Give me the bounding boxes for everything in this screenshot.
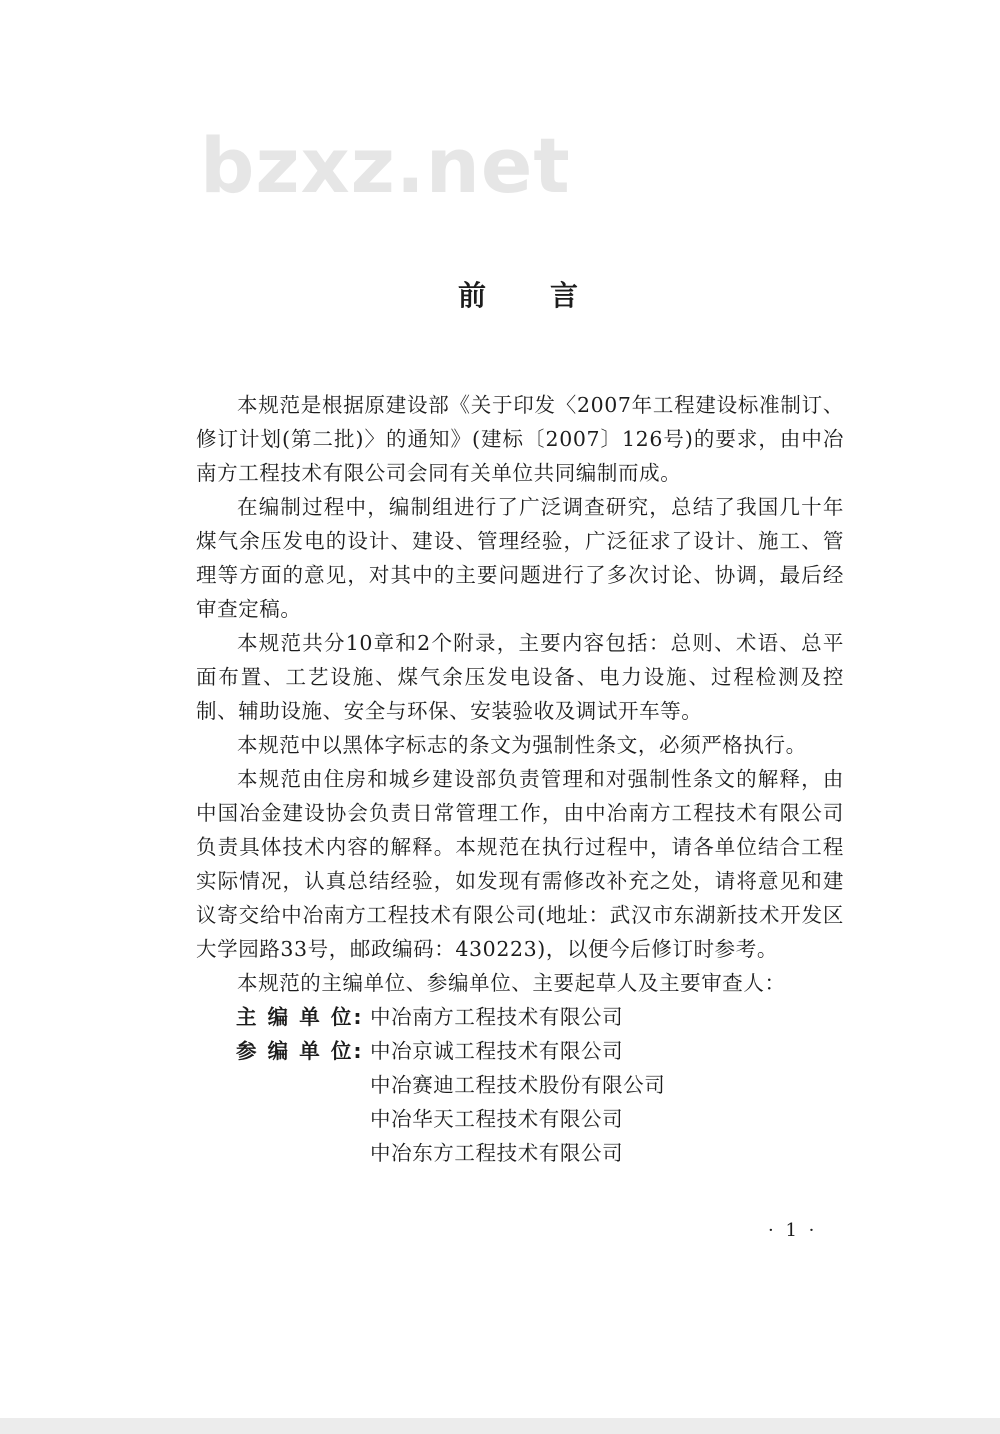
- paragraph: 本规范共分10章和2个附录，主要内容包括：总则、术语、总平面布置、工艺设施、煤气余压发电设备、电力设施、过程检测及控制、辅助设施、安全与环保、安装验收及调试开车等。: [196, 631, 844, 723]
- paragraph: 在编制过程中，编制组进行了广泛调查研究，总结了我国几十年煤气余压发电的设计、建设、管理经验，广泛征求了设计、施工、管理等方面的意见，对其中的主要问题进行了多次讨论、协调，最后经审查定稿。: [196, 495, 844, 621]
- page-title: [458, 279, 581, 312]
- preface-body: [196, 388, 844, 1170]
- participant-value: 中冶东方工程技术有限公司: [370, 1141, 624, 1165]
- watermark-text: bzxz.net: [200, 121, 571, 210]
- participant-value: 中冶赛迪工程技术股份有限公司: [370, 1073, 666, 1097]
- paragraph: 本规范的主编单位、参编单位、主要起草人及主要审查人：: [237, 971, 786, 995]
- participant-value: 中冶华天工程技术有限公司: [370, 1107, 624, 1131]
- participant-value: 中冶京诚工程技术有限公司: [370, 1039, 624, 1063]
- chief-editor-row: [196, 1000, 844, 1034]
- participant-row: [196, 1136, 844, 1170]
- page-number: · 1 ·: [768, 1220, 818, 1241]
- participant-label: 参 编 单 位:: [236, 1039, 364, 1063]
- title-part-1: 前: [458, 279, 489, 312]
- participant-row: [196, 1102, 844, 1136]
- paragraph: 本规范是根据原建设部《关于印发〈2007年工程建设标准制订、修订计划(第二批)〉的通知》(建标〔2007〕126号)的要求，由中冶南方工程技术有限公司会同有关单位共同编制而成。: [196, 393, 844, 485]
- chief-editor-label: 主 编 单 位:: [236, 1005, 364, 1029]
- viewer-bottom-bar: [0, 1418, 1000, 1434]
- paragraph: 本规范由住房和城乡建设部负责管理和对强制性条文的解释，由中国冶金建设协会负责日常管理工作，由中冶南方工程技术有限公司负责具体技术内容的解释。本规范在执行过程中，请各单位结合工程实际情况，认真总结经验，如发现有需修改补充之处，请将意见和建议寄交给中冶南方工程技术有限公司(地址：武汉市东湖新技术开发区大学园路33号，邮政编码：430223)，以便今后修订时参考。: [196, 767, 844, 961]
- paragraph: 本规范中以黑体字标志的条文为强制性条文，必须严格执行。: [237, 733, 807, 757]
- chief-editor-value: 中冶南方工程技术有限公司: [370, 1005, 624, 1029]
- participant-row: [196, 1068, 844, 1102]
- participant-row: [196, 1034, 844, 1068]
- title-part-2: 言: [550, 279, 581, 312]
